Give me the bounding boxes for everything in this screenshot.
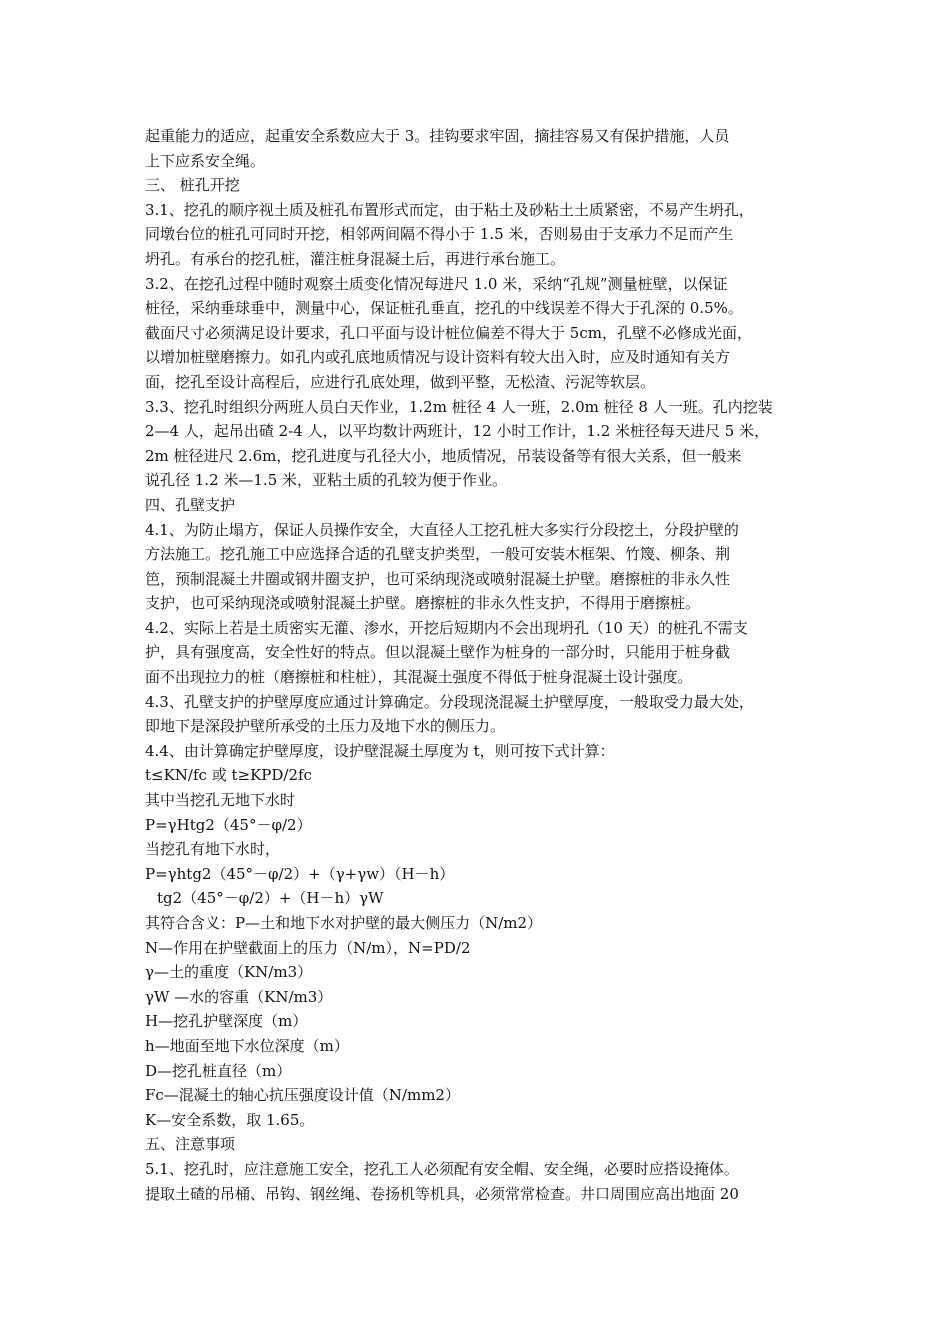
text-line: 3.2、在挖孔过程中随时观察土质变化情况每进尺 1.0 米，采纳“孔规”测量桩壁，以保证 [145, 274, 728, 293]
text-line: 4.3、孔壁支护的护壁厚度应通过计算确定。分段现浇混凝土护壁厚度，一般取受力最大处， [145, 692, 754, 711]
definition-line: 其符合含义：P—土和地下水对护壁的最大侧压力（N/m2） [145, 914, 543, 932]
section-heading: 四、孔壁支护 [145, 495, 236, 514]
text-line: 当挖孔有地下水时， [145, 840, 281, 859]
definition-line: Fc—混凝土的轴心抗压强度设计值（N/mm2） [145, 1086, 460, 1105]
text-line: 截面尺寸必须满足设计要求，孔口平面与设计桩位偏差不得大于 5cm，孔壁不必修成光面， [145, 323, 752, 342]
text-line: 起重能力的适应，起重安全系数应大于 3。挂钩要求牢固，摘挂容易又有保护措施，人员 [145, 127, 730, 145]
text-line: 护，具有强度高，安全性好的特点。但以混凝土壁作为桩身的一部分时，只能用于桩身截 [145, 643, 731, 662]
text-line: 其中当挖孔无地下水时 [145, 791, 296, 810]
formula-line: P=γHtg2（45°－φ/2） [145, 815, 312, 834]
text-line: 方法施工。挖孔施工中应选择合适的孔壁支护类型，一般可安装木框架、竹篾、柳条、荆 [145, 545, 731, 564]
text-line: 同墩台位的桩孔可同时开挖，相邻两间隔不得小于 1.5 米，否则易由于支承力不足而产生 [145, 225, 734, 244]
text-line: 3.1、挖孔的顺序视土质及桩孔布置形式而定，由于粘土及砂粘土土质紧密，不易产生坍孔， [145, 200, 754, 219]
definition-line: γ—土的重度（KN/m3） [145, 963, 313, 982]
definition-line: γW —水的容重（KN/m3） [145, 987, 333, 1006]
section-heading: 五、注意事项 [145, 1135, 236, 1154]
text-line: 上下应系安全绳。 [145, 151, 266, 170]
section-heading: 三、 桩孔开挖 [145, 176, 240, 195]
text-line: 说孔径 1.2 米—1.5 米，亚粘土质的孔较为便于作业。 [145, 471, 508, 490]
document-body [145, 124, 821, 1206]
text-line: 4.4、由计算确定护壁厚度，设护壁混凝土厚度为 t，则可按下式计算： [145, 741, 615, 760]
definition-line: N—作用在护壁截面上的压力（N/m），N=PD/2 [145, 938, 471, 957]
text-line: 桩径，采纳垂球垂中，测量中心，保证桩孔垂直，挖孔的中线误差不得大于孔深的 0.5%。 [145, 299, 743, 318]
definition-line: K—安全系数，取 1.65。 [145, 1110, 315, 1129]
formula-line: P=γhtg2（45°－φ/2）+（γ+γw）（H－h） [145, 864, 455, 883]
text-line: 4.2、实际上若是土质密实无灌、渗水，开挖后短期内不会出现坍孔（10 天）的桩孔不需支 [145, 618, 748, 637]
text-line: 5.1、挖孔时，应注意施工安全，挖孔工人必须配有安全帽、安全绳，必要时应搭设掩体。 [145, 1159, 739, 1178]
text-line: 4.1、为防止塌方，保证人员操作安全，大直径人工挖孔桩大多实行分段挖土，分段护壁的 [145, 520, 739, 539]
text-line: 提取土碴的吊桶、吊钩、钢丝绳、卷扬机等机具，必须常常检查。井口周围应高出地面 20 [145, 1184, 739, 1203]
text-line: 3.3、挖孔时组织分两班人员白天作业，1.2m 桩径 4 人一班，2.0m 桩径 8 人一班。孔内挖装 [145, 397, 773, 416]
formula-line: t≤KN/fc 或 t≥KPD/2fc [145, 766, 312, 785]
text-line: 面，挖孔至设计高程后，应进行孔底处理，做到平整，无松渣、污泥等软层。 [145, 372, 656, 391]
text-line: 2—4 人，起吊出碴 2-4 人，以平均数计两班计，12 小时工作计，1.2 米桩径每天进尺 5 米， [145, 422, 770, 441]
text-line: 面不出现拉力的桩（磨擦桩和柱桩），其混凝土强度不得低于桩身混凝土设计强度。 [145, 668, 693, 687]
text-line: 以增加桩壁磨擦力。如孔内或孔底地质情况与设计资料有较大出入时，应及时通知有关方 [145, 348, 731, 367]
definition-line: h—地面至地下水位深度（m） [145, 1036, 349, 1055]
formula-line: tg2（45°－φ/2）+（H－h）γW [157, 889, 384, 908]
text-line: 即地下是深段护壁所承受的土压力及地下水的侧压力。 [145, 717, 506, 736]
text-line: 坍孔。有承台的挖孔桩，灌注桩身混凝土后，再进行承台施工。 [145, 249, 566, 268]
definition-line: H—挖孔护壁深度（m） [145, 1012, 308, 1031]
definition-line: D—挖孔桩直径（m） [145, 1061, 292, 1080]
text-line: 笆，预制混凝土井圈或钢井圈支护，也可采纳现浇或喷射混凝土护壁。磨擦桩的非永久性 [145, 569, 731, 588]
text-line: 支护，也可采纳现浇或喷射混凝土护壁。磨擦桩的非永久性支护，不得用于磨擦桩。 [145, 594, 701, 613]
text-line: 2m 桩径进尺 2.6m，挖孔进度与孔径大小，地质情况，吊装设备等有很大关系，但一般来 [145, 446, 742, 465]
